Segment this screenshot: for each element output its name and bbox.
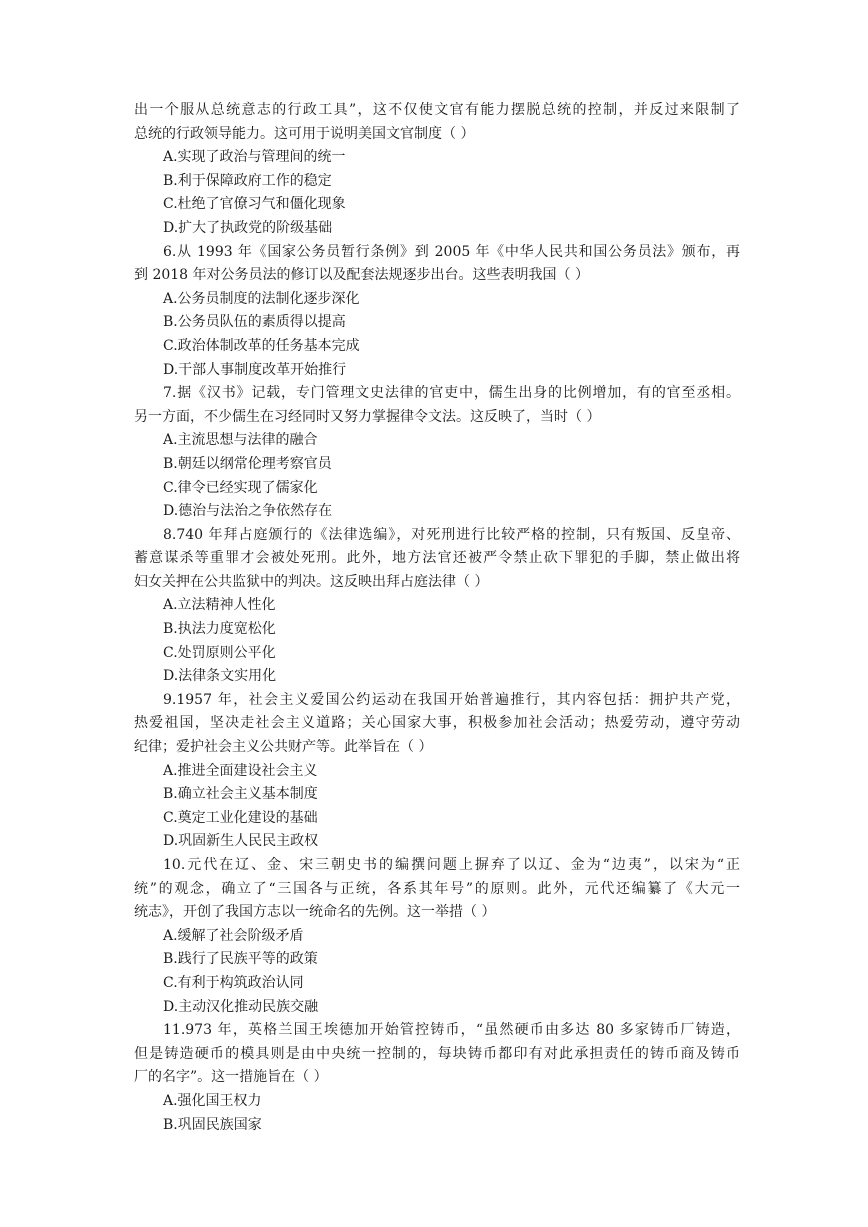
question-text-line: 热爱祖国，坚决走社会主义道路；关心国家大事，积极参加社会活动；热爱劳动，遵守劳动 bbox=[134, 715, 740, 732]
question-text-line: 统”的观念，确立了“三国各与正统，各系其年号”的原则。此外，元代还编纂了《大元一 bbox=[134, 880, 740, 897]
question-text-line: 9.1957 年，社会主义爱国公约运动在我国开始普遍推行，其内容包括：拥护共产党， bbox=[163, 691, 740, 708]
answer-option-line: B.执法力度宽松化 bbox=[163, 621, 276, 638]
question-text-line: 厂的名字”。这一措施旨在（ ） bbox=[134, 1069, 328, 1086]
question-text-line: 蓄意谋杀等重罪才会被处死刑。此外，地方法官还被严令禁止砍下罪犯的手脚，禁止做出将 bbox=[134, 550, 740, 567]
answer-option-line: A.立法精神人性化 bbox=[163, 597, 276, 614]
answer-option-line: C.杜绝了官僚习气和僵化现象 bbox=[163, 196, 346, 213]
answer-option-line: D.法律条文实用化 bbox=[163, 668, 277, 685]
answer-option-line: B.巩固民族国家 bbox=[163, 1116, 262, 1133]
question-text-line: 另一方面，不少儒生在习经同时又努力掌握律令文法。这反映了，当时（ ） bbox=[134, 408, 601, 425]
answer-option-line: D.巩固新生人民民主政权 bbox=[163, 833, 319, 850]
answer-option-line: B.利于保障政府工作的稳定 bbox=[163, 172, 332, 189]
question-text-line: 7.据《汉书》记载，专门管理文史法律的官吏中，儒生出身的比例增加，有的官至丞相。 bbox=[163, 385, 740, 402]
question-text-line: 纪律；爱护社会主义公共财产等。此举旨在（ ） bbox=[134, 739, 433, 756]
answer-option-line: C.处罚原则公平化 bbox=[163, 644, 276, 661]
answer-option-line: A.公务员制度的法制化逐步深化 bbox=[163, 290, 360, 307]
question-text-line: 出一个服从总统意志的行政工具”，这不仅使文官有能力摆脱总统的控制，并反过来限制了 bbox=[134, 102, 740, 118]
answer-option-line: B.确立社会主义基本制度 bbox=[163, 786, 318, 803]
question-text-line: 妇女关押在公共监狱中的判决。这反映出拜占庭法律（ ） bbox=[134, 573, 489, 590]
question-text-line: 统志》，开创了我国方志以一统命名的先例。这一举措（ ） bbox=[134, 904, 496, 921]
answer-option-line: A.推进全面建设社会主义 bbox=[163, 762, 318, 779]
answer-option-line: C.律令已经实现了儒家化 bbox=[163, 479, 318, 496]
answer-option-line: B.践行了民族平等的政策 bbox=[163, 951, 318, 968]
answer-option-line: D.德治与法治之争依然存在 bbox=[163, 503, 333, 520]
question-text-line: 10.元代在辽、金、宋三朝史书的编撰问题上摒弃了以辽、金为“边夷”，以宋为“正 bbox=[163, 857, 740, 873]
question-text-line: 但是铸造硬币的模具则是由中央统一控制的，每块铸币都印有对此承担责任的铸币商及铸币 bbox=[134, 1045, 740, 1062]
question-text-block bbox=[134, 99, 740, 1137]
question-text-line: 总统的行政领导能力。这可用于说明美国文官制度（ ） bbox=[134, 125, 475, 142]
answer-option-line: A.实现了政治与管理间的统一 bbox=[163, 149, 346, 166]
answer-option-line: B.朝廷以纲常伦理考察官员 bbox=[163, 455, 332, 472]
answer-option-line: C.政治体制改革的任务基本完成 bbox=[163, 337, 360, 354]
answer-option-line: C.奠定工业化建设的基础 bbox=[163, 809, 318, 826]
answer-option-line: D.干部人事制度改革开始推行 bbox=[163, 361, 347, 378]
answer-option-line: D.扩大了执政党的阶级基础 bbox=[163, 219, 333, 236]
answer-option-line: D.主动汉化推动民族交融 bbox=[163, 998, 319, 1015]
answer-option-line: C.有利于构筑政治认同 bbox=[163, 974, 304, 991]
question-text-line: 8.740 年拜占庭颁行的《法律选编》，对死刑进行比较严格的控制，只有叛国、反皇帝、 bbox=[163, 526, 740, 543]
answer-option-line: B.公务员队伍的素质得以提高 bbox=[163, 314, 346, 331]
answer-option-line: A.缓解了社会阶级矛盾 bbox=[163, 927, 304, 944]
question-text-line: 6.从 1993 年《国家公务员暂行条例》到 2005 年《中华人民共和国公务员法》颁布，再 bbox=[163, 243, 740, 260]
question-text-line: 到 2018 年对公务员法的修订以及配套法规逐步出台。这些表明我国（ ） bbox=[134, 267, 589, 284]
question-text-line: 11.973 年，英格兰国王埃德加开始管控铸币，“虽然硬币由多达 80 多家铸币厂铸造， bbox=[163, 1022, 740, 1039]
answer-option-line: A.强化国王权力 bbox=[163, 1092, 262, 1109]
answer-option-line: A.主流思想与法律的融合 bbox=[163, 432, 318, 449]
